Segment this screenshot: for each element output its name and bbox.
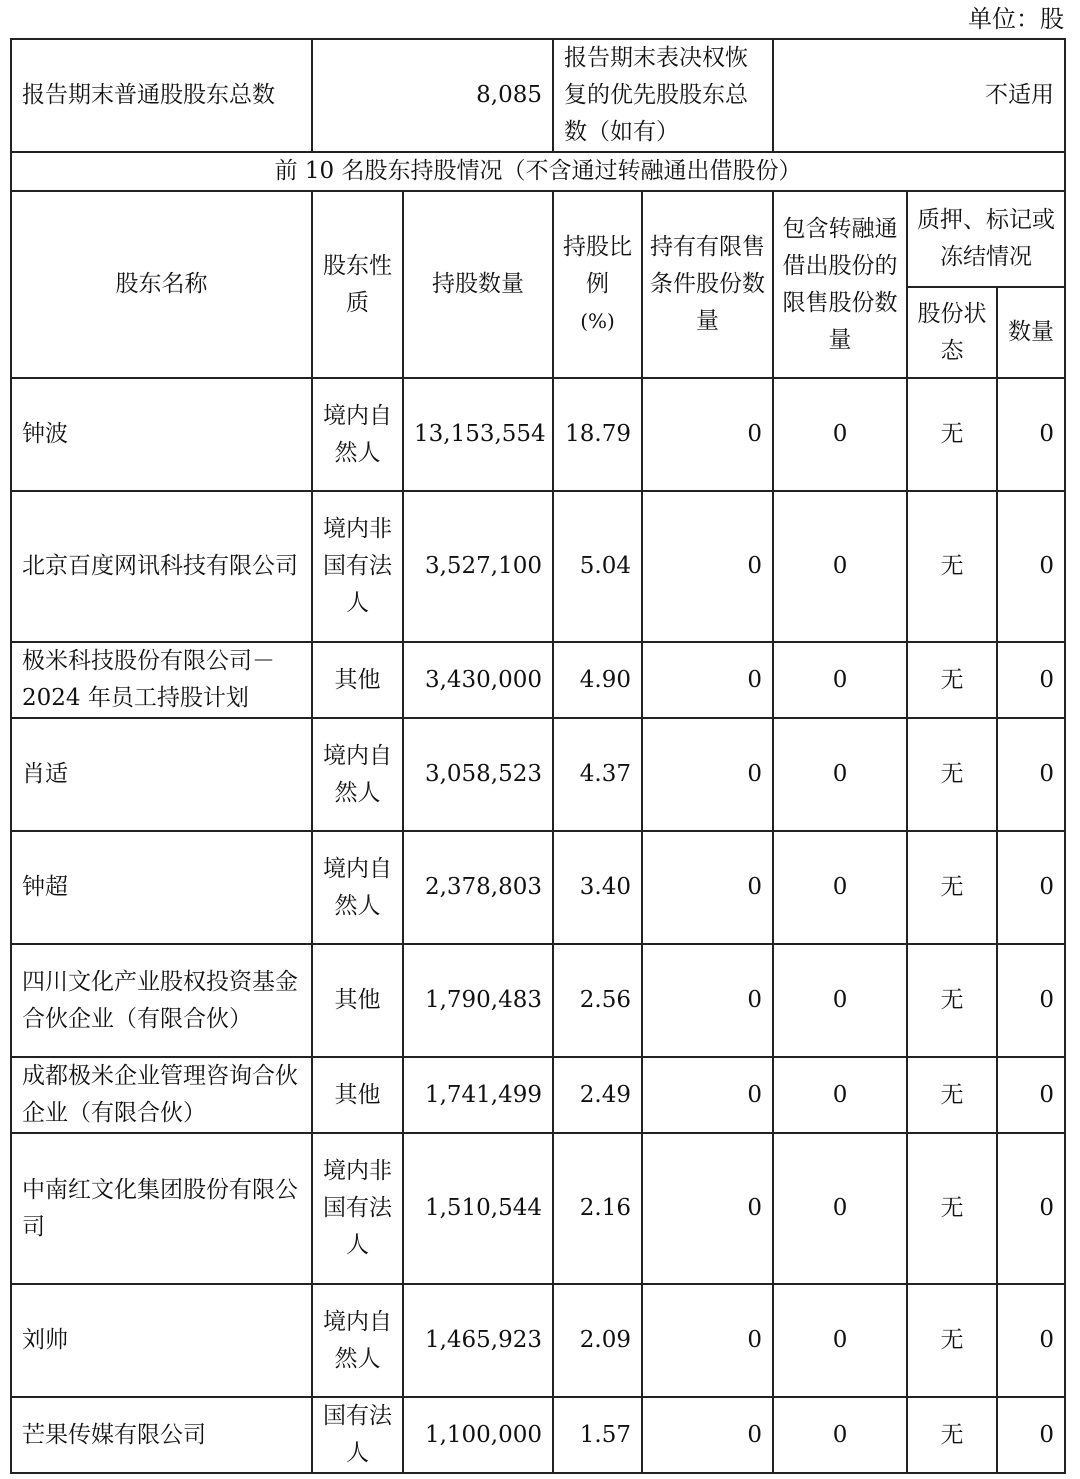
header-row [11,191,1065,287]
holder-status: 无 [907,642,997,718]
holder-qty: 0 [997,944,1065,1057]
holder-nature: 其他 [312,944,403,1057]
holder-name: 中南红文化集团股份有限公司 [11,1133,312,1284]
holder-lent: 0 [773,642,907,718]
holder-status: 无 [907,491,997,642]
holder-lent: 0 [773,1397,907,1473]
holder-nature: 境内自然人 [312,718,403,831]
summary-row [11,39,1065,152]
header-pledge-qty: 数量 [997,287,1065,378]
holder-status: 无 [907,1397,997,1473]
holder-lent: 0 [773,944,907,1057]
header-shares: 持股数量 [403,191,553,378]
holder-lent: 0 [773,491,907,642]
holder-qty: 0 [997,1133,1065,1284]
holder-name: 北京百度网讯科技有限公司 [11,491,312,642]
holder-ratio: 5.04 [553,491,642,642]
table-row [11,1133,1065,1284]
holder-restricted: 0 [642,831,773,944]
holder-qty: 0 [997,1284,1065,1397]
holder-qty: 0 [997,378,1065,491]
table-row [11,378,1065,491]
holder-qty: 0 [997,1397,1065,1473]
holder-restricted: 0 [642,1057,773,1133]
holder-status: 无 [907,1284,997,1397]
holder-status: 无 [907,1133,997,1284]
common-holders-value: 8,085 [312,39,553,152]
holder-ratio: 3.40 [553,831,642,944]
section-title: 前 10 名股东持股情况（不含通过转融通出借股份） [11,152,1065,191]
table-row [11,718,1065,831]
holder-status: 无 [907,944,997,1057]
section-title-row [11,152,1065,191]
table-row [11,642,1065,718]
holder-name: 刘帅 [11,1284,312,1397]
table-row [11,831,1065,944]
common-holders-label: 报告期末普通股股东总数 [11,39,312,152]
shareholder-table [10,38,1066,1474]
holder-qty: 0 [997,642,1065,718]
holder-name: 钟超 [11,831,312,944]
holder-restricted: 0 [642,491,773,642]
header-pledge-status: 股份状态 [907,287,997,378]
holder-restricted: 0 [642,1133,773,1284]
holder-restricted: 0 [642,1397,773,1473]
preferred-holders-label: 报告期末表决权恢复的优先股股东总数（如有） [553,39,773,152]
holder-ratio: 1.57 [553,1397,642,1473]
holder-shares: 1,741,499 [403,1057,553,1133]
holder-ratio: 2.56 [553,944,642,1057]
header-pledge-group: 质押、标记或冻结情况 [907,191,1065,287]
holder-nature: 境内非国有法人 [312,1133,403,1284]
holder-shares: 1,100,000 [403,1397,553,1473]
table-row [11,944,1065,1057]
holder-restricted: 0 [642,642,773,718]
holder-status: 无 [907,831,997,944]
unit-label: 单位：股 [968,5,1064,33]
holder-qty: 0 [997,491,1065,642]
holder-ratio: 2.16 [553,1133,642,1284]
holder-shares: 1,790,483 [403,944,553,1057]
holder-nature: 其他 [312,1057,403,1133]
holder-name: 芒果传媒有限公司 [11,1397,312,1473]
holder-nature: 境内自然人 [312,1284,403,1397]
holder-lent: 0 [773,1284,907,1397]
holder-ratio: 4.37 [553,718,642,831]
holder-lent: 0 [773,718,907,831]
table-row [11,1397,1065,1473]
holder-shares: 3,058,523 [403,718,553,831]
header-nature: 股东性质 [312,191,403,378]
holder-name: 钟波 [11,378,312,491]
holder-nature: 境内自然人 [312,831,403,944]
holder-name: 肖适 [11,718,312,831]
holder-shares: 3,430,000 [403,642,553,718]
holder-lent: 0 [773,378,907,491]
holder-name: 成都极米企业管理咨询合伙企业（有限合伙） [11,1057,312,1133]
holder-qty: 0 [997,718,1065,831]
holder-qty: 0 [997,1057,1065,1133]
holder-qty: 0 [997,831,1065,944]
holder-restricted: 0 [642,1284,773,1397]
holder-restricted: 0 [642,718,773,831]
holder-restricted: 0 [642,378,773,491]
holder-nature: 境内自然人 [312,378,403,491]
holder-ratio: 2.49 [553,1057,642,1133]
holder-shares: 1,465,923 [403,1284,553,1397]
holder-lent: 0 [773,1057,907,1133]
holder-nature: 境内非国有法人 [312,491,403,642]
holder-status: 无 [907,718,997,831]
header-lent-restricted: 包含转融通借出股份的限售股份数量 [773,191,907,378]
holder-shares: 13,153,554 [403,378,553,491]
holder-shares: 3,527,100 [403,491,553,642]
holder-name: 极米科技股份有限公司－2024 年员工持股计划 [11,642,312,718]
header-ratio-unit: (%) [580,309,615,333]
header-name: 股东名称 [11,191,312,378]
holder-status: 无 [907,378,997,491]
holder-lent: 0 [773,1133,907,1284]
holder-name: 四川文化产业股权投资基金合伙企业（有限合伙） [11,944,312,1057]
holder-shares: 1,510,544 [403,1133,553,1284]
header-ratio-label: 持股比例 [563,234,633,297]
header-ratio [553,191,642,378]
holder-lent: 0 [773,831,907,944]
table-row [11,491,1065,642]
holder-ratio: 2.09 [553,1284,642,1397]
preferred-holders-value: 不适用 [773,39,1065,152]
holder-nature: 其他 [312,642,403,718]
table-row [11,1057,1065,1133]
holder-ratio: 4.90 [553,642,642,718]
table-row [11,1284,1065,1397]
holder-status: 无 [907,1057,997,1133]
holder-shares: 2,378,803 [403,831,553,944]
header-restricted: 持有有限售条件股份数量 [642,191,773,378]
holder-nature: 国有法人 [312,1397,403,1473]
holder-ratio: 18.79 [553,378,642,491]
holder-restricted: 0 [642,944,773,1057]
